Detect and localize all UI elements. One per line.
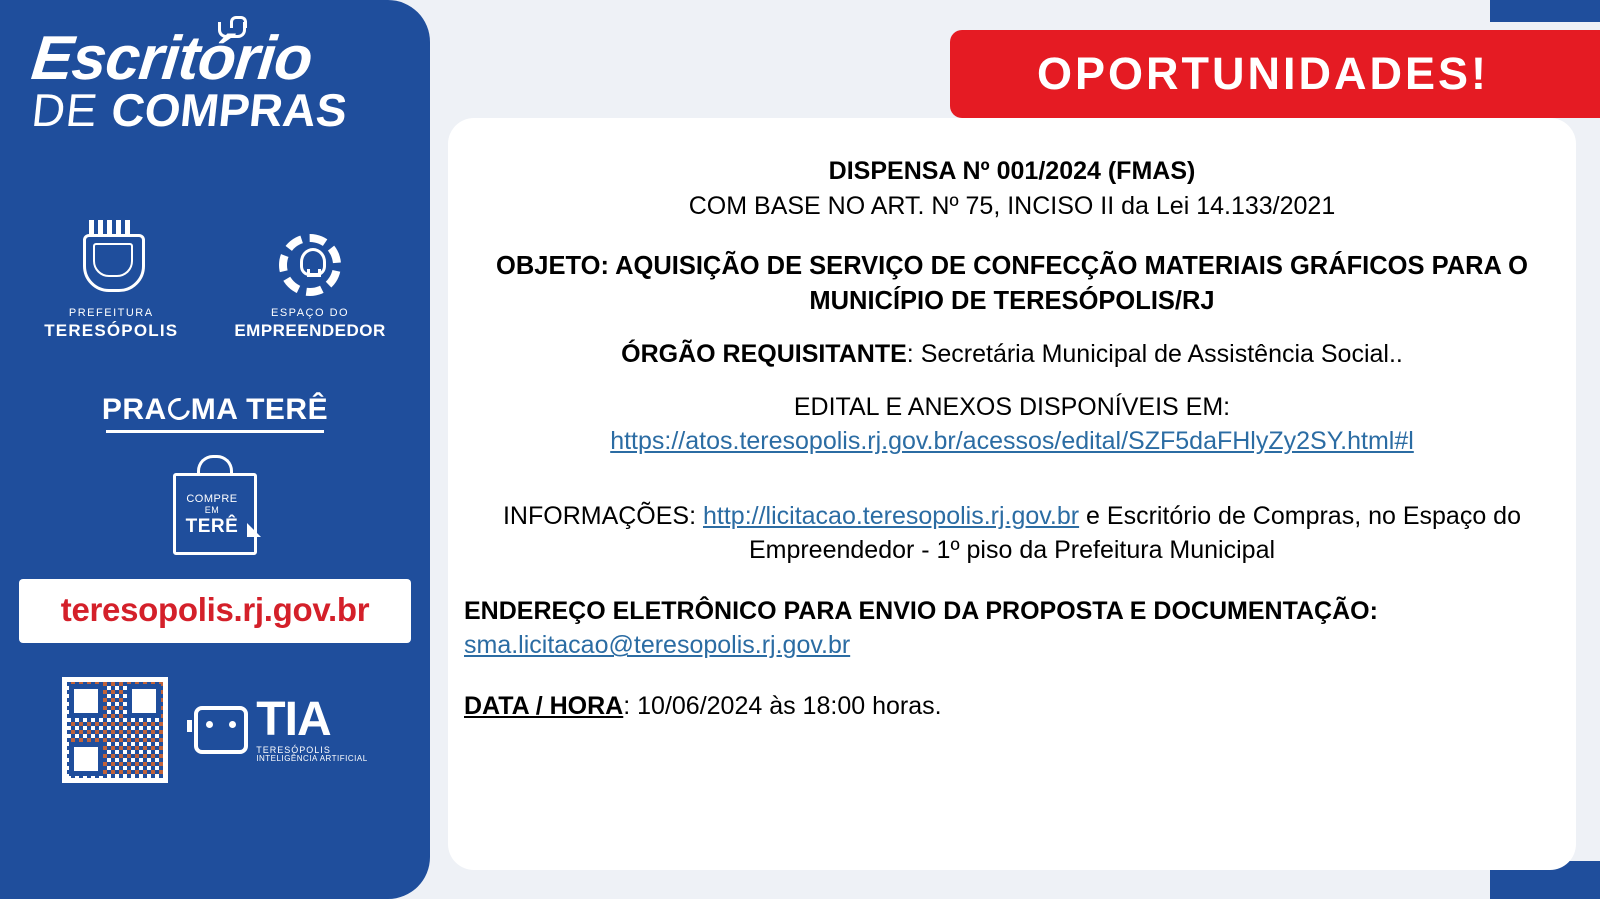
bag-line-em: EM: [204, 505, 220, 516]
notice-card: [448, 118, 1576, 870]
notice-datetime-label: DATA / HORA: [464, 691, 624, 720]
notice-object-text: AQUISIÇÃO DE SERVIÇO DE CONFECÇÃO MATERIAIS GRÁFICOS PARA O MUNICÍPIO DE TERESÓPOLIS/RJ: [608, 252, 1528, 316]
notice-information-rest: e Escritório de Compras, no Espaço do Empreendedor - 1º piso da Prefeitura Municipal: [748, 501, 1521, 565]
gear-lightbulb-icon: [279, 234, 341, 296]
robot-face-icon: [194, 706, 248, 754]
logo-pracma-tere: [102, 393, 328, 433]
brand-word-de: DE: [29, 84, 115, 136]
notice-requester-value: : Secretária Municipal de Assistência Social..: [906, 340, 1403, 369]
logo-caption-espaco-do: ESPAÇO DO: [271, 307, 350, 320]
notice-datetime-value: : 10/06/2024 às 18:00 horas.: [623, 691, 942, 720]
notice-email-row: [460, 628, 1564, 663]
brand-line-de-compras: [29, 86, 414, 134]
notice-edital-label: EDITAL E ANEXOS DISPONÍVEIS EM:: [793, 392, 1231, 421]
notice-requester-label: ÓRGÃO REQUISITANTE: [621, 340, 907, 369]
notice-datetime: [460, 689, 1564, 724]
notice-information-label: INFORMAÇÕES:: [502, 501, 703, 530]
logo-caption-prefeitura: PREFEITURA: [68, 307, 154, 320]
city-crest-icon: [75, 220, 147, 298]
website-url: teresopolis.rj.gov.br: [60, 590, 370, 628]
logo-tia: [194, 693, 368, 764]
brand-line-escritorio: Escritório: [28, 24, 316, 93]
notice-title: DISPENSA Nº 001/2024 (FMAS): [828, 157, 1196, 185]
tia-subtitle-ai: INTELIGÊNCIA ARTIFICIAL: [256, 754, 368, 764]
notice-edital-link[interactable]: https://atos.teresopolis.rj.gov.br/acessos/edital/SZF5daFHlyZy2SY.html#l: [610, 427, 1414, 456]
notice-information-link[interactable]: http://licitacao.teresopolis.rj.gov.br: [703, 501, 1080, 530]
notice-legal-basis: COM BASE NO ART. Nº 75, INCISO II da Lei 14.133/2021: [688, 191, 1336, 220]
brand-word-compras: COMPRAS: [108, 84, 350, 136]
website-banner: [19, 579, 411, 643]
notice-email-label: ENDEREÇO ELETRÔNICO PARA ENVIO DA PROPOSTA E DOCUMENTAÇÃO:: [464, 596, 1378, 625]
notice-edital-link-row: [460, 424, 1564, 459]
bag-line-tere: TERÊ: [185, 515, 239, 537]
tia-title: TIA: [256, 693, 331, 747]
notice-information: [460, 499, 1564, 568]
partner-logos: [18, 220, 412, 340]
pracma-part2: MA TERÊ: [190, 392, 329, 426]
shopping-cart-icon: [218, 16, 244, 38]
decorative-edge-bar-top: [1490, 0, 1600, 22]
notice-object: [460, 249, 1564, 319]
pracma-part1: PRA: [101, 392, 167, 426]
tia-subtitle-city: TERESÓPOLIS: [256, 745, 331, 756]
tia-wordmark: [256, 693, 368, 764]
notice-email-link[interactable]: sma.licitacao@teresopolis.rj.gov.br: [464, 631, 851, 660]
swoosh-icon: [163, 393, 194, 424]
logo-name-empreendedor: EMPREENDEDOR: [234, 320, 386, 340]
logo-prefeitura-teresopolis: [44, 220, 178, 340]
brand-lockup: [18, 24, 412, 136]
sidebar: [0, 0, 430, 899]
headline-banner: OPORTUNIDADES!: [950, 30, 1600, 118]
logo-espaco-do-empreendedor: [234, 234, 385, 340]
notice-requester: [460, 337, 1564, 372]
notice-object-label: OBJETO:: [496, 252, 609, 280]
bag-line-compre: COMPRE: [186, 492, 238, 505]
bag-label: [177, 493, 247, 538]
qr-code-icon[interactable]: [62, 677, 168, 783]
shopping-bag-icon: [167, 451, 263, 555]
logo-name-teresopolis: TERESÓPOLIS: [44, 320, 179, 340]
qr-and-tia-row: [62, 677, 367, 783]
